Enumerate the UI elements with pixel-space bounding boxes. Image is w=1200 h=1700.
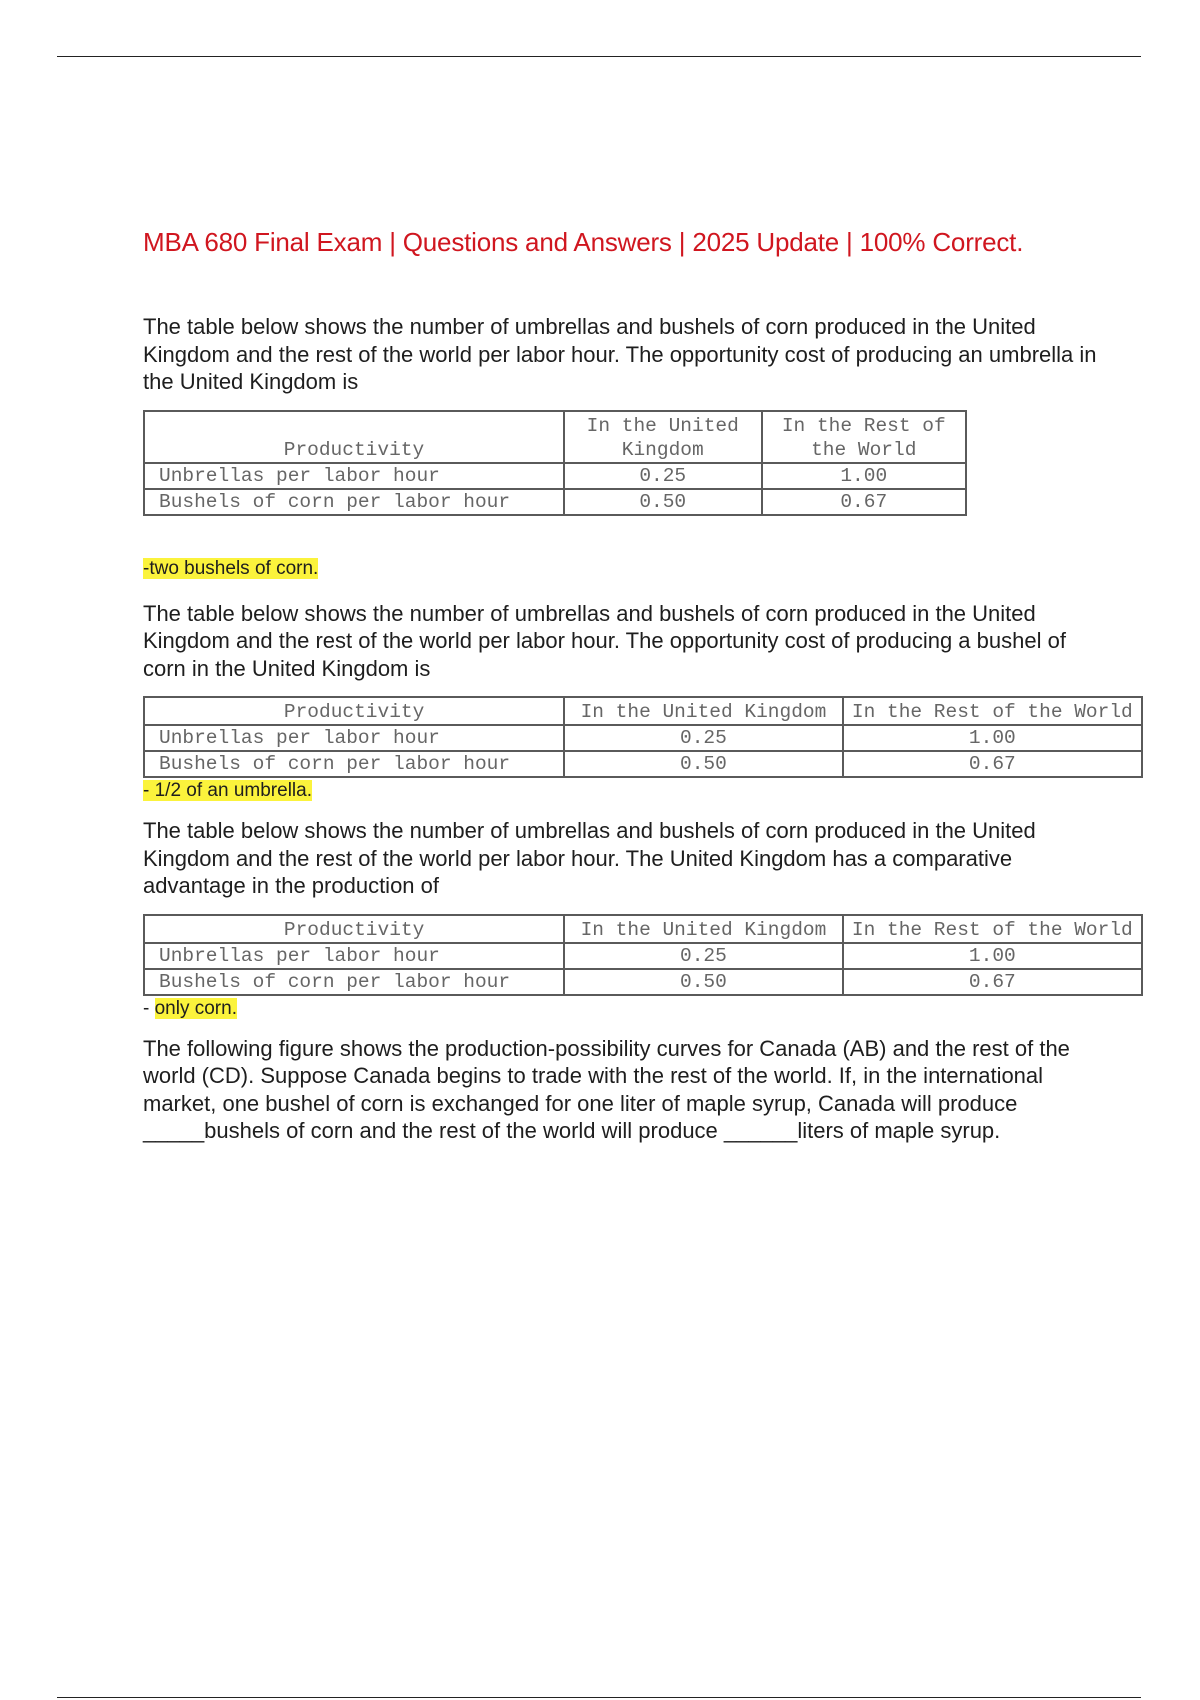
table-row	[144, 943, 1142, 969]
productivity-table-2	[143, 696, 1143, 778]
cell-uk: 0.25	[564, 463, 762, 489]
header-rule	[57, 56, 1141, 57]
answer-3	[143, 998, 1143, 1020]
table-header-rest-of-world: In the Rest of the World	[762, 411, 966, 463]
cell-uk: 0.50	[564, 751, 842, 777]
table-row	[144, 489, 966, 515]
cell-rest-of-world: 1.00	[762, 463, 966, 489]
question-2-text: The table below shows the number of umbrellas and bushels of corn produced in the United Kingdom and the rest of the world per labor hour. The opportunity cost of producing a bushel of corn in the United Kingdom is	[143, 600, 1066, 681]
answer-2-text: 1/2 of an umbrella.	[154, 780, 312, 801]
table-row	[144, 969, 1142, 995]
table-header-uk: In the United Kingdom	[564, 697, 842, 725]
answer-1-highlight: -two bushels of corn.	[143, 557, 319, 579]
cell-uk: 0.25	[564, 725, 842, 751]
cell-rest-of-world: 0.67	[762, 489, 966, 515]
table-header-row	[144, 411, 966, 463]
table-row	[144, 463, 966, 489]
row-label: Unbrellas per labor hour	[144, 725, 564, 751]
answer-3-highlight: only corn.	[154, 997, 237, 1019]
table-header-rest-of-world: In the Rest of the World	[843, 915, 1142, 943]
document-body	[143, 226, 1143, 1145]
table-header-uk: In the United Kingdom	[564, 915, 842, 943]
table-row	[144, 751, 1142, 777]
cell-uk: 0.25	[564, 943, 842, 969]
table-header-uk: In the United Kingdom	[564, 411, 762, 463]
row-label: Bushels of corn per labor hour	[144, 969, 564, 995]
row-label: Bushels of corn per labor hour	[144, 751, 564, 777]
productivity-table-3	[143, 914, 1143, 996]
cell-rest-of-world: 1.00	[843, 943, 1142, 969]
row-label: Unbrellas per labor hour	[144, 463, 564, 489]
table-header-productivity: Productivity	[144, 697, 564, 725]
table-header-productivity: Productivity	[144, 915, 564, 943]
cell-uk: 0.50	[564, 489, 762, 515]
table-header-rest-of-world: In the Rest of the World	[843, 697, 1142, 725]
cell-rest-of-world: 0.67	[843, 969, 1142, 995]
answer-1	[143, 558, 1143, 580]
row-label: Bushels of corn per labor hour	[144, 489, 564, 515]
productivity-table-1	[143, 410, 967, 516]
cell-uk: 0.50	[564, 969, 842, 995]
cell-rest-of-world: 0.67	[843, 751, 1142, 777]
footer-rule	[57, 1697, 1141, 1698]
question-1-text: The table below shows the number of umbrellas and bushels of corn produced in the United Kingdom and the rest of the world per labor hour. The opportunity cost of producing an umbrella in the United Kingdom is	[143, 314, 1097, 394]
row-label: Unbrellas per labor hour	[144, 943, 564, 969]
answer-2	[143, 780, 1143, 802]
answer-2-highlight	[143, 780, 312, 801]
table-row	[144, 725, 1142, 751]
answer-3-prefix: -	[143, 997, 155, 1019]
cell-rest-of-world: 1.00	[843, 725, 1142, 751]
answer-2-prefix: -	[143, 780, 155, 801]
question-3-text: The table below shows the number of umbrellas and bushels of corn produced in the United Kingdom and the rest of the world per labor hour. The United Kingdom has a comparative advantage in the production of	[143, 818, 1036, 898]
document-title: MBA 680 Final Exam | Questions and Answers | 2025 Update | 100% Correct.	[143, 227, 1024, 257]
table-header-row	[144, 697, 1142, 725]
question-4-text: The following figure shows the production-possibility curves for Canada (AB) and the rest of the world (CD). Suppose Canada begins to trade with the rest of the world. If, in the international market, one bushel of corn is exchanged for one liter of maple syrup, Canada will produce _____bushels of corn and the rest of the world will produce ______liters of maple syrup.	[143, 1035, 1070, 1143]
table-header-productivity: Productivity	[144, 411, 564, 463]
table-header-row	[144, 915, 1142, 943]
